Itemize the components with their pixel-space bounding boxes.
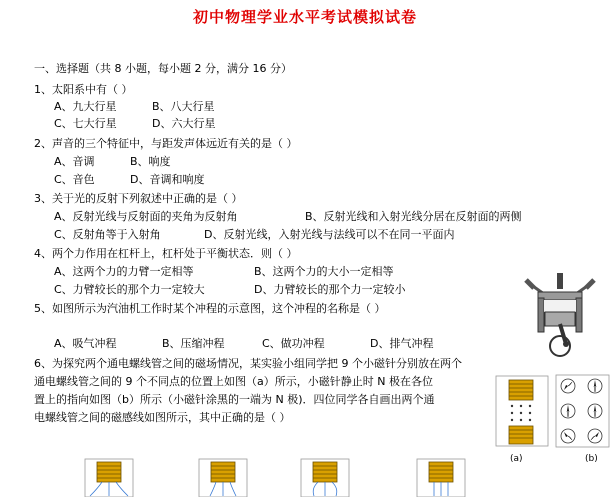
- q5-option-c[interactable]: C、做功冲程: [262, 337, 325, 350]
- q2-option-a[interactable]: A、音调: [54, 155, 95, 168]
- q1-option-c[interactable]: C、七大行星: [54, 117, 117, 130]
- question-6-stem-line-4: 电螺线管之间的磁感线如图所示，其中正确的是（ ）: [34, 411, 291, 424]
- question-1-stem: 1、太阳系中有（ ）: [34, 83, 133, 96]
- q3-option-b[interactable]: B、反射光线和入射光线分居在反射面的两侧: [305, 210, 522, 223]
- section-heading: 一、选择题（共 8 小题，每小题 2 分，满分 16 分）: [34, 62, 292, 75]
- q1-option-b[interactable]: B、八大行星: [152, 100, 215, 113]
- q2-option-c[interactable]: C、音色: [54, 173, 95, 186]
- question-6-stem-line-2: 通电螺线管之间的 9 个不同点的位置上如图（a）所示，小磁针静止时 N 极在各位: [34, 375, 433, 388]
- q4-option-d[interactable]: D、力臂较长的那个力一定较小: [254, 283, 406, 296]
- engine-stroke-diagram: [520, 270, 600, 360]
- page-title: 初中物理学业水平考试模拟试卷: [192, 8, 417, 26]
- question-6-stem-line-1: 6、为探究两个通电螺线管之间的磁场情况，某实验小组同学把 9 个小磁针分别放在两个: [34, 357, 462, 370]
- question-2-stem: 2、声音的三个特征中，与距发声体远近有关的是（ ）: [34, 137, 298, 150]
- q2-option-b[interactable]: B、响度: [130, 155, 171, 168]
- answer-figure-a[interactable]: [84, 458, 134, 497]
- question-6-stem-line-3: 置上的指向如图（b）所示（小磁针涂黑的一端为 N 极)．四位同学各自画出两个通: [34, 393, 435, 406]
- answer-figure-b[interactable]: [198, 458, 248, 497]
- q3-option-c[interactable]: C、反射角等于入射角: [54, 228, 161, 241]
- q4-option-c[interactable]: C、力臂较长的那个力一定较大: [54, 283, 205, 296]
- q4-option-b[interactable]: B、这两个力的大小一定相等: [254, 265, 394, 278]
- question-3-stem: 3、关于光的反射下列叙述中正确的是（ ）: [34, 192, 243, 205]
- q5-option-d[interactable]: D、排气冲程: [370, 337, 434, 350]
- answer-figure-c[interactable]: [300, 458, 350, 497]
- figure-b-label: (b): [585, 454, 598, 464]
- q5-option-b[interactable]: B、压缩冲程: [162, 337, 225, 350]
- compass-needles-figure-b: [555, 374, 610, 454]
- q2-option-d[interactable]: D、音调和响度: [130, 173, 205, 186]
- question-4-stem: 4、两个力作用在杠杆上，杠杆处于平衡状态．则（ ）: [34, 247, 298, 260]
- question-5-stem: 5、如图所示为汽油机工作时某个冲程的示意图，这个冲程的名称是（ ）: [34, 302, 386, 315]
- q5-option-a[interactable]: A、吸气冲程: [54, 337, 117, 350]
- q4-option-a[interactable]: A、这两个力的力臂一定相等: [54, 265, 194, 278]
- q3-option-a[interactable]: A、反射光线与反射面的夹角为反射角: [54, 210, 238, 223]
- answer-figure-d[interactable]: [416, 458, 466, 497]
- figure-a-label: (a): [510, 454, 523, 464]
- solenoids-figure-a: [494, 374, 550, 454]
- q1-option-a[interactable]: A、九大行星: [54, 100, 117, 113]
- q1-option-d[interactable]: D、六大行星: [152, 117, 216, 130]
- q3-option-d[interactable]: D、反射光线，入射光线与法线可以不在同一平面内: [204, 228, 455, 241]
